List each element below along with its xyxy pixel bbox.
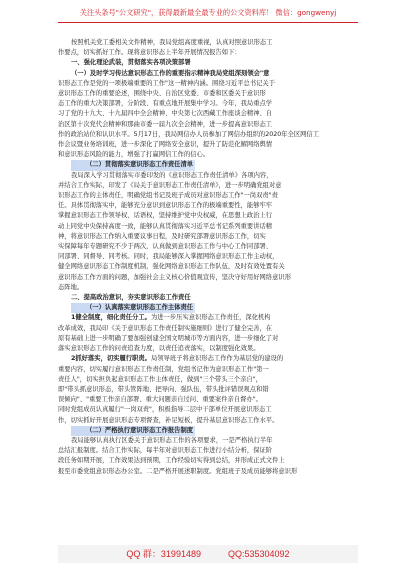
body-line: 责任人"，切实担负起意识形态工作主体责任，做到"三个带头三个亲自"， [58,375,262,383]
numbered-item-lead: 2抓好落实，切实履行职责。 [71,355,151,363]
header-divider [58,22,358,23]
document-body [58,38,356,477]
subsection-heading [58,303,356,313]
body-line: 态阵地。 [58,283,84,291]
body-paragraph-start: 我局深入学习贯彻落实市委印发的《意识形态工作责任清单》各项内容， [71,171,273,179]
footer-qq-contact: QQ:535304092 [228,549,290,559]
section-heading: 一、强化理论武装，贯彻落实各项决策部署 [71,59,191,67]
body-line: 任。具体贯彻落实中，能够充分意识到意识形态工作的极端重要性，能够牢牢 [58,202,273,210]
body-line: 误倾向"、"重要工作亲自部署、重大问题亲自过问、重要案件亲自督办"。 [58,396,262,404]
body-paragraph-start: 我局能够认真执行区委关于意识形态工作的各项要求，一是严格执行半年 [71,436,273,444]
body-line: 作，切实抓好开展意识形态专项督查，补足短板，提升基层意识形态工作水平。 [58,416,279,424]
numbered-item-rest: 局领导班子将意识形态工作作为基层党的建设的 [150,355,284,363]
body-line: 识形态工作的主体责任，明确党组书记及班子成员对意识形态工作"一岗双责"责 [58,192,278,200]
body-line: 态工作的重大决策部署，分阶段、有重点地开展集中学习。今年，我局重点学 [58,100,273,108]
footer-banner [58,545,358,563]
subsection-heading [58,426,356,436]
header-banner-text: 关注头条号"公文研究"，获得最新最全最专业的公文资料库！ 微信：gongwenyj [79,8,337,17]
body-line: 健全网络意识形态工作制度机制，强化网络意识形态工作队伍，及时有效处置有关 [58,263,285,271]
body-line: 动上同党中央保持高度一致，能够认真贯彻落实习近平总书记系列重要讲话精 [58,222,273,230]
body-line: 报至市委党组意识形态办公室。二是严格开展述职制度。党组班子及成员能够将意识形 [58,467,298,475]
header-banner [58,8,358,17]
numbered-item-start [58,354,356,364]
body-line: 段任务如期开展，工作效果达到预期，工作经验切实得到总结，并形成正式文件上 [58,457,285,465]
body-line: 意识形态工作方面的问题，加强社会主义核心价值观宣传，坚决守好用好网络意识形 [58,273,291,281]
body-line: 改革成效，我局印《关于意识形态工作责任制实施细则》进行了健全完善，在 [58,324,273,332]
body-line: 作的政治站位和认识水平。5月17日，我局网信办人员参加了网信办组织的2020年全区网信工 [58,130,320,138]
subsection-heading: （一）及时学习传达意识形态工作的重要指示精神我局党组深刻领会"意 [71,69,270,77]
subsection-heading-text: （二）严格执行意识形态工作报告制度 [71,426,195,436]
subsection-heading-text: （一）认真落实意识形态工作主体责任 [71,303,195,313]
body-line: 识形态工作是党的一项极端重要的工作"这一精神内涵。围绕习近平总书记关于 [58,79,275,87]
body-line: 治区第十次党代会精神和那曲市委一届九次全会精神，进一步提高意识形态工 [58,120,273,128]
body-line: 原有基础上进一步明确了要加强创建全国文明城市等方面内容，进一步细化了对 [58,334,279,342]
body-line: 即"带头抓意识形态，带头管阵地、把导向、强队伍，带头批评错误观点和错 [58,385,269,393]
numbered-item-lead: 1健全制度，细化责任分工。 [71,314,151,322]
subsection-heading [58,160,356,170]
footer-qq-group: QQ 群：31991489 [126,549,201,559]
body-paragraph-start: 按照机关党工委相关文件精神，我局党组高度重视，认真对照意识形态工 [71,39,273,46]
body-line: 神，将意识形态工作纳入重要议事日程，及时研究部署意识形态工作，切实 [58,232,266,240]
body-line: 总结汇报制度。结合工作实际，每半年对意识形态工作进行小结分析，保证阶 [58,447,273,455]
numbered-item-start [58,313,356,323]
subsection-heading-text: （二）贯彻落实意识形态工作责任清单 [71,160,195,170]
body-line: 并结合工作实际，印发了《局关于意识形态工作责任清单》，进一步明确党组对意 [58,181,282,189]
body-line: 意识形态工作的重要论述，围绕中央、自治区党委、市委和区委关于意识形 [58,90,266,98]
body-line: 掌握意识形态工作领导权、话语权，坚持维护党中央权威，在思想上政治上行 [58,212,273,220]
body-line: 落实意识形态工作的问责追查力度，以责任追责落实，以制度强化效果。 [58,345,260,353]
numbered-item-rest: 为进一步压实意识形态工作责任，深化机构 [150,314,271,322]
body-line: 作要点，切实抓好工作。现将意识形态上半年开展情况报告如下： [58,49,241,57]
body-line: 实保障每年专题研究不少于两次，认真做到意识形态工作与中心工作同部署、 [58,243,273,251]
body-line: 同时党组成员认真履行"一岗双责"，积极指导二层中干部单位开展意识形态工 [58,406,272,414]
body-line: 重要内容，切实履行意识形态工作责任制，党组书记作为意识形态工作"第一 [58,365,269,373]
body-line: 作会议暨业务培训班，进一步深化了网络安全意识，提升了防范化解网络舆情 [58,141,273,149]
body-line: 习了党的十九大、十九届四中全会精神、中央第七次西藏工作座谈会精神、自 [58,110,273,118]
body-line: 和意识形态风险的能力，增强了打赢网信工作的信心。 [58,151,210,159]
section-heading: 二、提高政治意识，夯实意识形态工作责任 [71,294,191,302]
body-line: 同部署、同督导、同考核。同时，我局能够深入掌握网络意识形态工作主动权， [58,253,279,261]
